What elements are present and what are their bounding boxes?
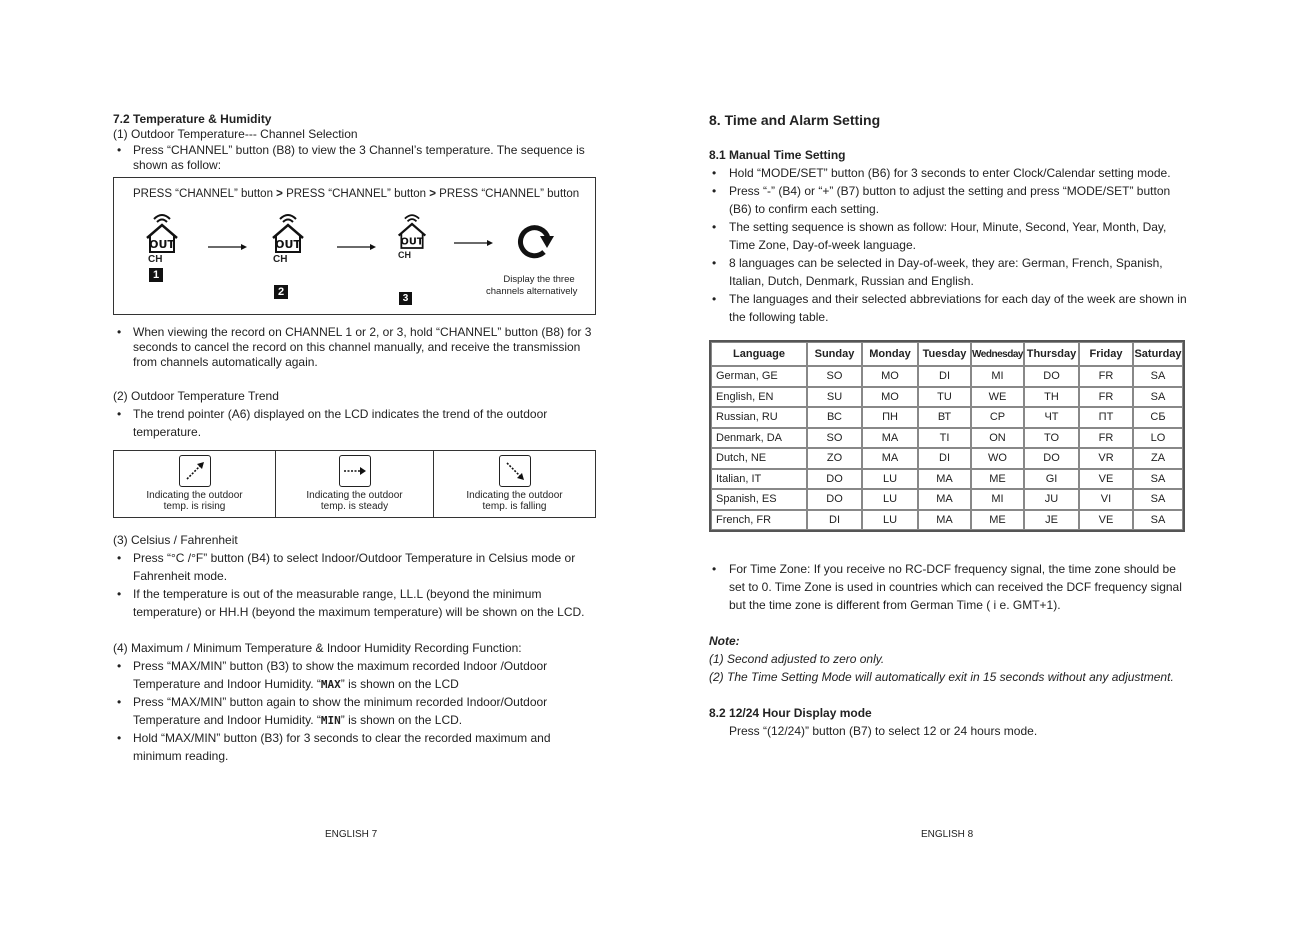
text-segment: Temperature and Indoor Humidity. “ (133, 677, 321, 691)
text-line: set to 0. Time Zone is used in countries which can received the DCF frequency signal (729, 580, 1182, 594)
table-cell: ПТ (1079, 407, 1133, 428)
table-header-cell: Language (711, 342, 807, 366)
max-indicator: MAX (320, 678, 341, 691)
table-row (711, 428, 1183, 449)
channel-label: CH (398, 250, 411, 260)
table-cell: DO (807, 469, 862, 490)
outdoor-house-icon (144, 210, 180, 260)
table-cell: JE (1024, 510, 1079, 531)
table-row (711, 469, 1183, 490)
page-footer: ENGLISH 8 (921, 829, 974, 840)
table-cell: FR (1079, 428, 1133, 449)
table-cell: DI (807, 510, 862, 531)
table-cell: MA (918, 489, 971, 510)
table-cell: MI (971, 366, 1024, 387)
trend-caption: temp. is falling (482, 501, 547, 512)
table-header-cell: Friday (1079, 342, 1133, 366)
text-line: The setting sequence is shown as follow: Hour, Minute, Second, Year, Month, Day, (729, 220, 1167, 234)
seq-part: PRESS “CHANNEL” button (133, 188, 277, 200)
bullet: • (117, 695, 122, 709)
text-line: 8 languages can be selected in Day-of-week, they are: German, French, Spanish, (729, 256, 1163, 270)
table-cell: ЧТ (1024, 407, 1079, 428)
cycle-arrow-icon (514, 222, 558, 265)
table-cell: TO (1024, 428, 1079, 449)
note-title: Note: (709, 634, 740, 648)
min-indicator: MIN (320, 714, 341, 727)
table-header-cell: Sunday (807, 342, 862, 366)
table-cell: TU (918, 387, 971, 408)
text-line: Fahrenheit mode. (133, 569, 228, 583)
text-line (133, 677, 459, 691)
subheading-hour-mode: 8.2 12/24 Hour Display mode (709, 706, 872, 720)
trend-caption: temp. is steady (320, 501, 389, 512)
text-line: the following table. (729, 310, 829, 324)
table-header-cell: Saturday (1133, 342, 1183, 366)
subheading-channel-selection: (1) Outdoor Temperature--- Channel Selection (113, 127, 358, 141)
table-row (711, 448, 1183, 469)
table-header-cell: Wednesday (971, 342, 1024, 366)
table-cell: SO (807, 366, 862, 387)
table-row (711, 489, 1183, 510)
table-cell: GI (1024, 469, 1079, 490)
table-cell: TH (1024, 387, 1079, 408)
table-cell: MI (971, 489, 1024, 510)
table-cell: WE (971, 387, 1024, 408)
table-cell: DI (918, 448, 971, 469)
seq-arrow: > (276, 188, 283, 200)
text-line: from channels automatically again. (133, 355, 318, 369)
table-cell: Spanish, ES (711, 489, 807, 510)
trend-rising-icon (179, 455, 211, 487)
table-cell: ZA (1133, 448, 1183, 469)
display-note-line: channels alternatively (486, 286, 578, 297)
text-segment: ” is shown on the LCD (340, 677, 459, 691)
channel-number-badge: 3 (399, 292, 412, 305)
table-cell: Denmark, DA (711, 428, 807, 449)
text-line: The trend pointer (A6) displayed on the LCD indicates the trend of the outdoor (133, 407, 548, 421)
text-segment: Temperature and Indoor Humidity. “ (133, 713, 321, 727)
table-cell: French, FR (711, 510, 807, 531)
table-cell: FR (1079, 387, 1133, 408)
text-line: (B6) to confirm each setting. (729, 202, 880, 216)
trend-caption: temp. is rising (163, 501, 226, 512)
table-row (711, 510, 1183, 531)
table-cell: VE (1079, 510, 1133, 531)
text-line: minimum reading. (133, 749, 229, 763)
table-cell: VE (1079, 469, 1133, 490)
table-cell: LU (862, 469, 918, 490)
text-line: When viewing the record on CHANNEL 1 or 2, or 3, hold “CHANNEL” button (B8) for 3 (133, 325, 592, 339)
display-note-line: Display the three (503, 274, 575, 285)
subheading-celsius: (3) Celsius / Fahrenheit (113, 533, 238, 547)
trend-cell-falling (434, 451, 595, 517)
channel-label: CH (273, 254, 288, 265)
text-line: The languages and their selected abbreviations for each day of the week are shown in (729, 292, 1187, 306)
table-cell: LO (1133, 428, 1183, 449)
table-cell: DO (1024, 366, 1079, 387)
channel-label: CH (148, 254, 163, 265)
table-cell: MA (918, 469, 971, 490)
table-cell: СР (971, 407, 1024, 428)
table-cell: Russian, RU (711, 407, 807, 428)
channel-number-badge: 1 (149, 268, 163, 282)
bullet: • (712, 166, 717, 180)
bullet: • (117, 325, 122, 339)
subheading-trend: (2) Outdoor Temperature Trend (113, 389, 279, 403)
table-row (711, 387, 1183, 408)
text-line: shown as follow: (133, 158, 222, 172)
sequence-caption (133, 188, 579, 200)
arrow-right-icon (454, 236, 494, 250)
section-heading-7-2: 7.2 Temperature & Humidity (113, 112, 272, 126)
table-cell: LU (862, 489, 918, 510)
page-footer: ENGLISH 7 (325, 829, 378, 840)
table-cell: VI (1079, 489, 1133, 510)
text-line: seconds to cancel the record on this channel manually, and receive the transmission (133, 340, 581, 354)
text-line (133, 713, 462, 727)
bullet: • (712, 220, 717, 234)
table-cell: SA (1133, 489, 1183, 510)
seq-arrow: > (429, 188, 436, 200)
subheading-manual-time: 8.1 Manual Time Setting (709, 148, 846, 162)
bullet: • (117, 659, 122, 673)
trend-table (113, 450, 596, 518)
text-line: temperature) or HH.H (beyond the maximum temperature) will be shown on the LCD. (133, 605, 585, 619)
table-cell: ON (971, 428, 1024, 449)
text-line: but the time zone is different from German Time ( i e. GMT+1). (729, 598, 1061, 612)
bullet: • (712, 292, 717, 306)
table-cell: German, GE (711, 366, 807, 387)
table-header-row (711, 342, 1183, 366)
table-cell: ZO (807, 448, 862, 469)
table-cell: MA (918, 510, 971, 531)
trend-caption: Indicating the outdoor (146, 490, 243, 501)
table-cell: MA (862, 428, 918, 449)
bullet: • (117, 143, 122, 157)
table-cell: TI (918, 428, 971, 449)
bullet: • (712, 256, 717, 270)
bullet: • (117, 551, 122, 565)
table-cell: SO (807, 428, 862, 449)
table-cell: LU (862, 510, 918, 531)
table-header-cell: Monday (862, 342, 918, 366)
text-segment: ” is shown on the LCD. (340, 713, 463, 727)
trend-caption: Indicating the outdoor (306, 490, 403, 501)
text-line: For Time Zone: If you receive no RC-DCF frequency signal, the time zone should be (729, 562, 1176, 576)
channel-number-badge: 2 (274, 285, 288, 299)
table-header-cell: Tuesday (918, 342, 971, 366)
table-cell: Italian, IT (711, 469, 807, 490)
text-line: Press “MAX/MIN” button (B3) to show the maximum recorded Indoor /Outdoor (133, 659, 548, 673)
bullet: • (117, 731, 122, 745)
text-line: If the temperature is out of the measurable range, LL.L (beyond the minimum (133, 587, 542, 601)
table-cell: VR (1079, 448, 1133, 469)
channel-sequence-figure (113, 177, 596, 315)
table-cell: JU (1024, 489, 1079, 510)
text-line: Press “CHANNEL” button (B8) to view the 3 Channel’s temperature. The sequence is (133, 143, 585, 157)
bullet: • (712, 184, 717, 198)
table-header-cell: Thursday (1024, 342, 1079, 366)
text-line: Press “°C /°F” button (B4) to select Indoor/Outdoor Temperature in Celsius mode or (133, 551, 576, 565)
table-cell: ME (971, 510, 1024, 531)
table-cell: DI (918, 366, 971, 387)
table-row (711, 407, 1183, 428)
outdoor-house-icon (270, 210, 306, 260)
language-abbreviation-table (709, 340, 1185, 532)
text-line: Italian, Dutch, Denmark, Russian and English. (729, 274, 974, 288)
table-cell: MO (862, 366, 918, 387)
table-cell: MO (862, 387, 918, 408)
bullet: • (117, 587, 122, 601)
bullet: • (117, 407, 122, 421)
note-line: (2) The Time Setting Mode will automatically exit in 15 seconds without any adjustment. (709, 670, 1174, 684)
trend-cell-rising (114, 451, 276, 517)
table-cell: DO (807, 489, 862, 510)
table-row (711, 366, 1183, 387)
table-cell: ПН (862, 407, 918, 428)
house-label: OUT (149, 238, 175, 251)
seq-part: PRESS “CHANNEL” button (435, 188, 580, 200)
table-cell: ME (971, 469, 1024, 490)
table-cell: SA (1133, 510, 1183, 531)
text-line: Time Zone, Day-of-week language. (729, 238, 916, 252)
table-cell: СБ (1133, 407, 1183, 428)
text-line: Press “(12/24)” button (B7) to select 12 or 24 hours mode. (729, 724, 1038, 738)
trend-cell-steady (276, 451, 434, 517)
trend-caption: Indicating the outdoor (466, 490, 563, 501)
table-cell: Dutch, NE (711, 448, 807, 469)
text-line: temperature. (133, 425, 202, 439)
subheading-maxmin: (4) Maximum / Minimum Temperature & Indoor Humidity Recording Function: (113, 641, 522, 655)
arrow-right-icon (337, 240, 377, 254)
table-cell: SA (1133, 387, 1183, 408)
table-cell: ВТ (918, 407, 971, 428)
bullet: • (712, 562, 717, 576)
house-label: OUT (400, 236, 424, 248)
seq-part: PRESS “CHANNEL” button (282, 188, 430, 200)
house-label: OUT (275, 238, 301, 251)
text-line: Press “MAX/MIN” button again to show the minimum recorded Indoor/Outdoor (133, 695, 548, 709)
table-cell: MA (862, 448, 918, 469)
table-cell: SA (1133, 366, 1183, 387)
section-heading-8: 8. Time and Alarm Setting (709, 112, 881, 128)
note-line: (1) Second adjusted to zero only. (709, 652, 885, 666)
table-cell: English, EN (711, 387, 807, 408)
text-line: Hold “MODE/SET” button (B6) for 3 seconds to enter Clock/Calendar setting mode. (729, 166, 1171, 180)
table-cell: SA (1133, 469, 1183, 490)
text-line: Press “-” (B4) or “+” (B7) button to adjust the setting and press “MODE/SET” button (729, 184, 1171, 198)
text-line: Hold “MAX/MIN” button (B3) for 3 seconds to clear the recorded maximum and (133, 731, 551, 745)
table-cell: FR (1079, 366, 1133, 387)
table-cell: WO (971, 448, 1024, 469)
table-cell: SU (807, 387, 862, 408)
arrow-right-icon (208, 240, 248, 254)
table-cell: ВС (807, 407, 862, 428)
trend-steady-icon (339, 455, 371, 487)
trend-falling-icon (499, 455, 531, 487)
table-cell: DO (1024, 448, 1079, 469)
